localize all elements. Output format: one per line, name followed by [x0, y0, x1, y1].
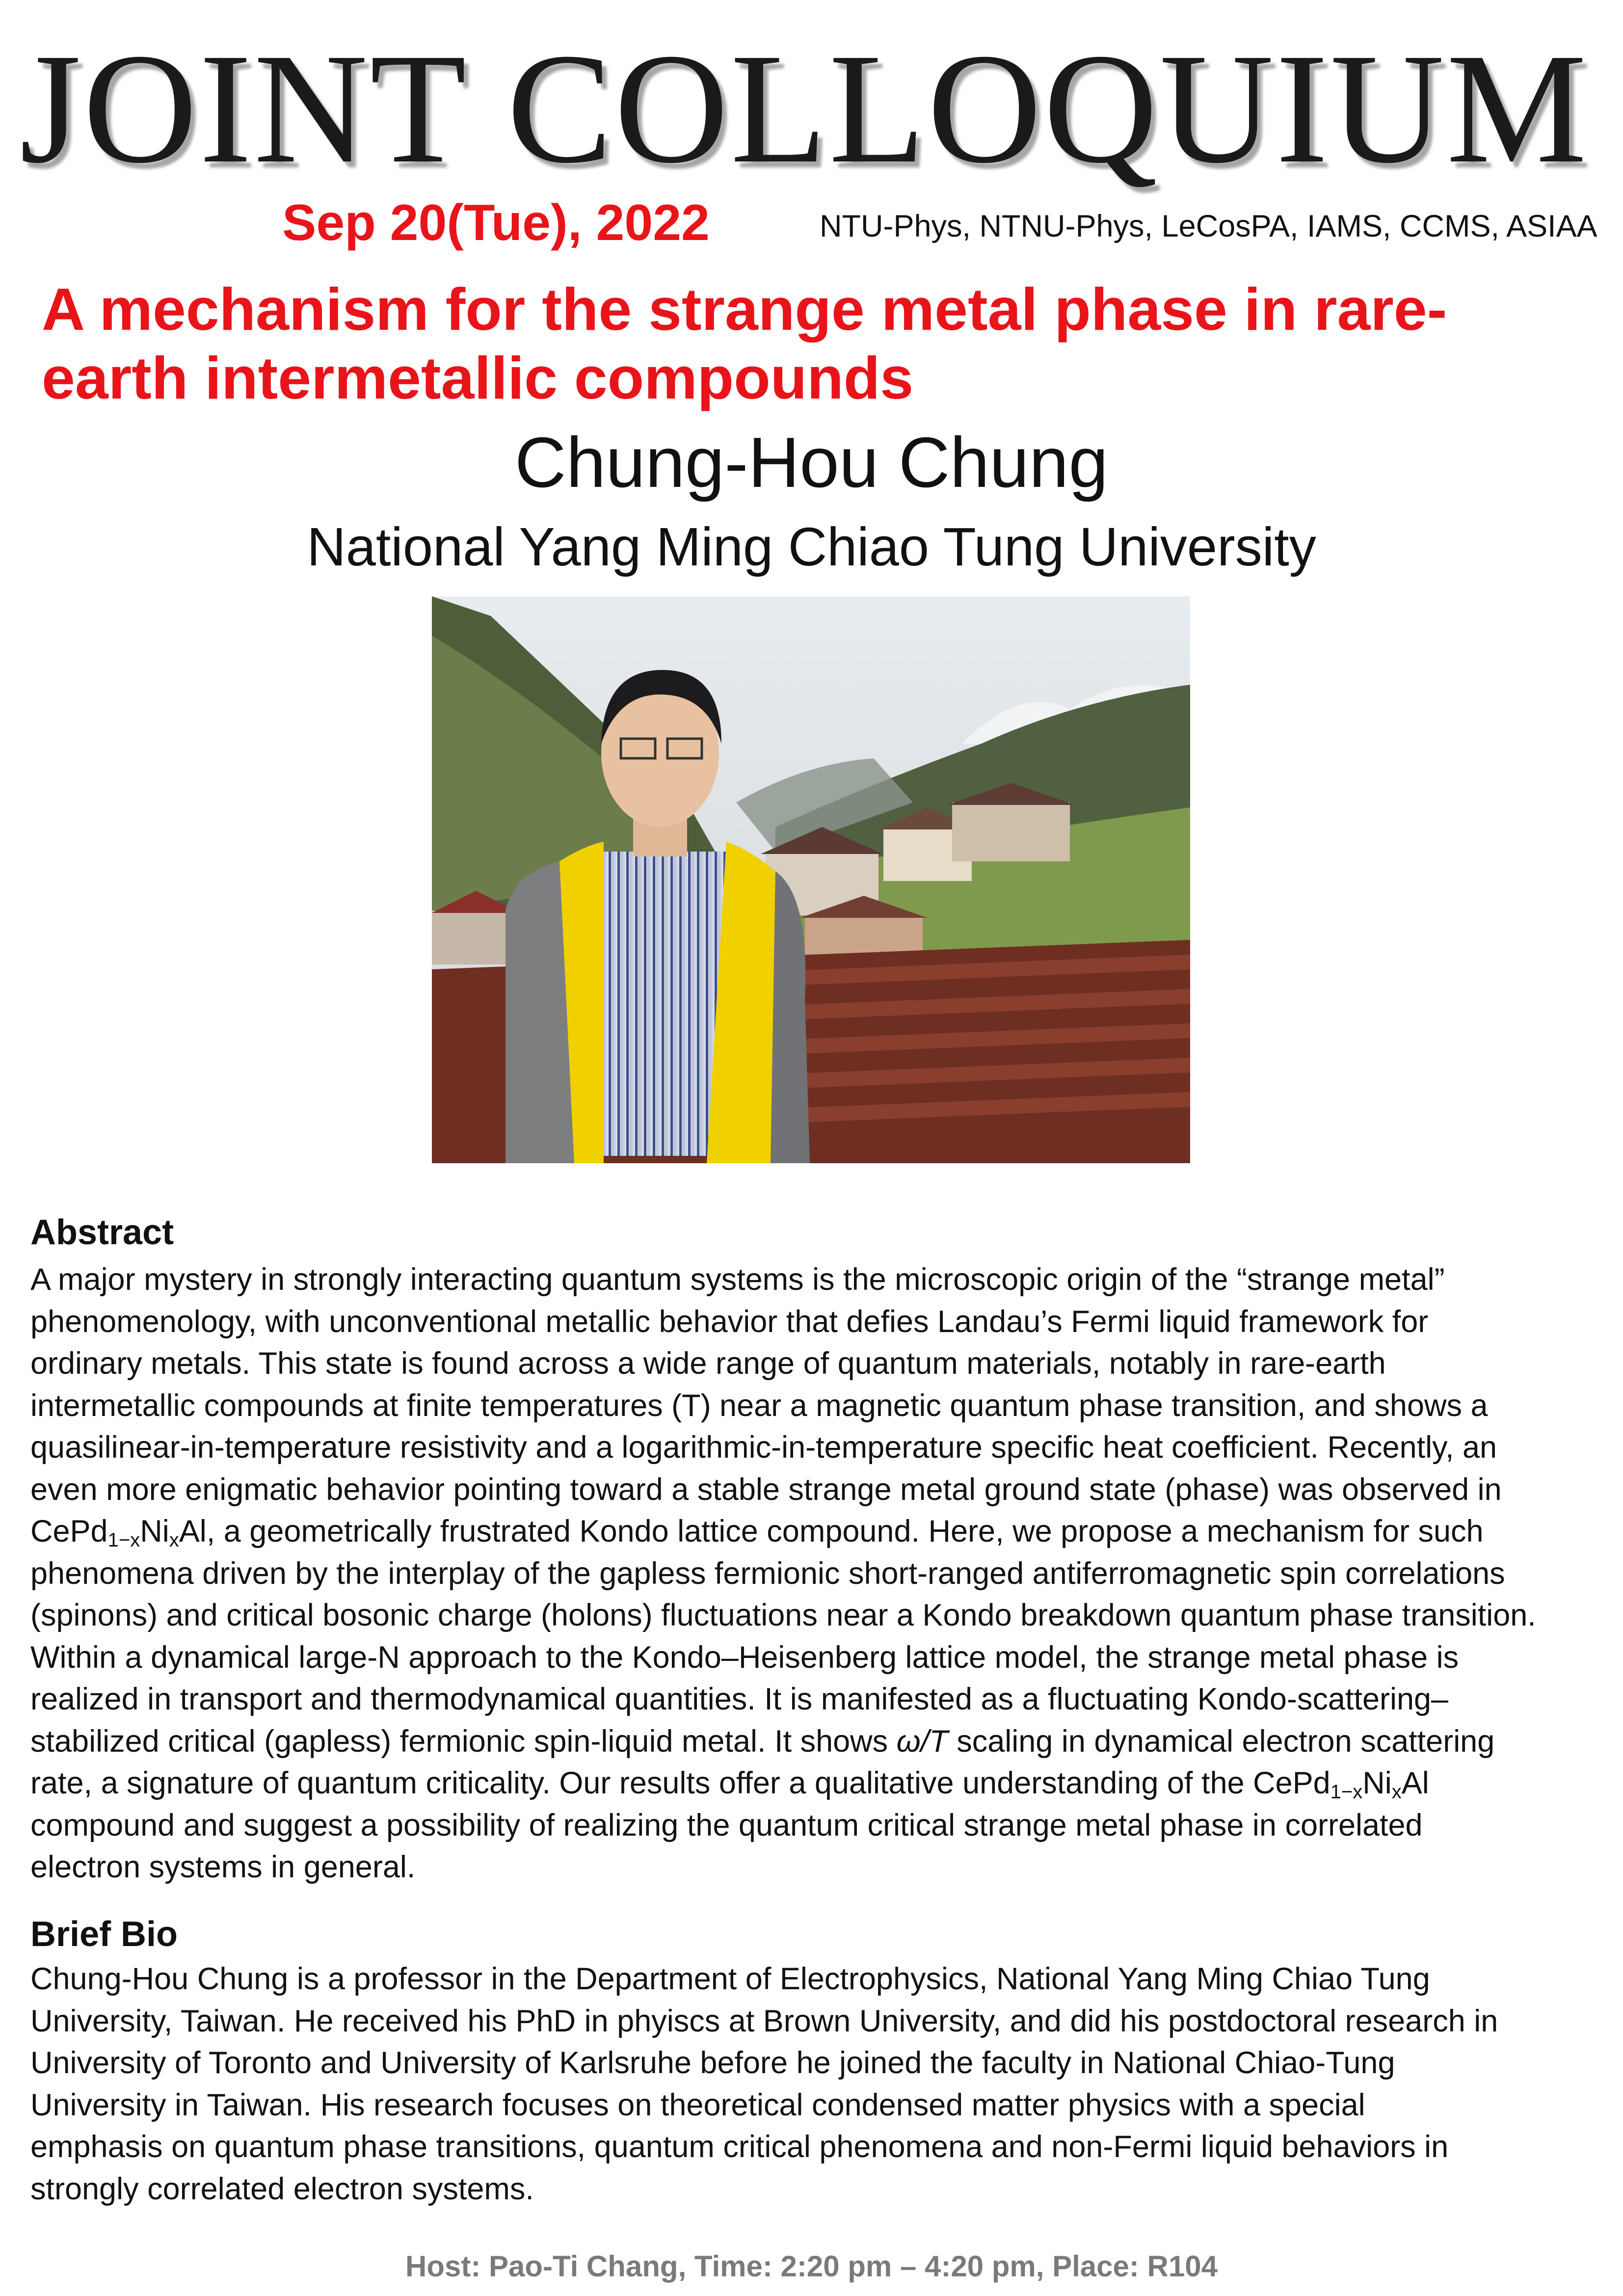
formula-part: CePd [1253, 1766, 1330, 1800]
chemical-formula [1253, 1766, 1429, 1803]
speaker-name: Chung-Hou Chung [514, 423, 1109, 502]
formula-part: Al [179, 1514, 207, 1548]
abstract-line: (spinons) and critical bosonic charge (holons) fluctuations near a Kondo breakdown quantum phase transition. [30, 1598, 1536, 1632]
abstract-heading: Abstract [30, 1213, 174, 1252]
abstract-line: ordinary metals. This state is found across a wide range of quantum materials, notably in rare-earth [30, 1346, 1386, 1381]
abstract-line [30, 1511, 1608, 1553]
bio-line: University of Toronto and University of Karlsruhe before he joined the faculty in National Chiao-Tung [30, 2046, 1395, 2080]
host-info: Host: Pao-Ti Chang, Time: 2:20 pm – 4:20 pm, Place: R104 [405, 2250, 1218, 2283]
abstract-line: compound and suggest a possibility of realizing the quantum critical strange metal phase in correlated [30, 1808, 1423, 1842]
abstract-line [30, 1762, 1608, 1805]
formula-subscript: x [1391, 1781, 1402, 1803]
abstract-body [30, 1259, 1608, 1889]
bio-heading: Brief Bio [30, 1915, 178, 1954]
bio-line: Chung-Hou Chung is a professor in the Department of Electrophysics, National Yang Ming Chiao Tung [30, 1962, 1430, 1996]
abstract-line: even more enigmatic behavior pointing toward a stable strange metal ground state (phase) was observed in [30, 1472, 1502, 1507]
organizers: NTU-Phys, NTNU-Phys, LeCosPA, IAMS, CCMS, ASIAA [820, 209, 1597, 243]
bio-line: strongly correlated electron systems. [30, 2171, 534, 2206]
abstract-line [30, 1721, 1608, 1763]
abstract-text-segment: scaling in dynamical electron scattering [948, 1724, 1495, 1759]
abstract-line: intermetallic compounds at finite temperatures (T) near a magnetic quantum phase transition, and shows a [30, 1388, 1488, 1423]
formula-subscript: 1−x [1330, 1781, 1363, 1803]
bio-body [30, 1958, 1608, 2210]
event-date: Sep 20(Tue), 2022 [282, 194, 710, 251]
chemical-formula [30, 1514, 207, 1551]
abstract-line: phenomena driven by the interplay of the gapless fermionic short-ranged antiferromagnetic spin correlations [30, 1556, 1505, 1591]
formula-part: Al [1401, 1766, 1429, 1800]
speaker-photo [432, 596, 1190, 1163]
formula-part: Ni [140, 1514, 169, 1548]
abstract-line: phenomenology, with unconventional metallic behavior that defies Landau’s Fermi liquid framework for [30, 1304, 1429, 1339]
abstract-line: Within a dynamical large-N approach to the Kondo–Heisenberg lattice model, the strange metal phase is [30, 1640, 1459, 1675]
talk-title-line: A mechanism for the strange metal phase in rare- [42, 276, 1447, 343]
talk-title-line: earth intermetallic compounds [42, 345, 914, 411]
bio-line: University in Taiwan. His research focuses on theoretical condensed matter physics with a special [30, 2087, 1365, 2122]
abstract-line: A major mystery in strongly interacting quantum systems is the microscopic origin of the “strange metal” [30, 1262, 1445, 1297]
abstract-line: quasilinear-in-temperature resistivity and a logarithmic-in-temperature specific heat coefficient. Recently, an [30, 1430, 1497, 1465]
formula-subscript: x [169, 1529, 179, 1551]
omega-over-t: ω/T [896, 1724, 948, 1759]
bio-line: emphasis on quantum phase transitions, quantum critical phenomena and non-Fermi liquid behaviors in [30, 2130, 1449, 2164]
formula-part: CePd [30, 1514, 108, 1548]
talk-title [42, 275, 1588, 412]
abstract-line: realized in transport and thermodynamical quantities. It is manifested as a fluctuating Kondo-scattering– [30, 1682, 1449, 1716]
abstract-text-segment: rate, a signature of quantum criticality. Our results offer a qualitative understanding of the [30, 1766, 1253, 1800]
poster-title: JOINT COLLOQUIUM [20, 21, 1589, 196]
speaker-affiliation: National Yang Ming Chiao Tung University [307, 517, 1316, 577]
abstract-text-segment: , a geometrically frustrated Kondo lattice compound. Here, we propose a mechanism for such [206, 1514, 1484, 1548]
formula-part: Ni [1362, 1766, 1392, 1800]
abstract-text-segment: stabilized critical (gapless) fermionic spin-liquid metal. It shows [30, 1724, 897, 1759]
bio-line: University, Taiwan. He received his PhD in phyiscs at Brown University, and did his postdoctoral research in [30, 2003, 1498, 2038]
formula-subscript: 1−x [107, 1529, 140, 1551]
abstract-line: electron systems in general. [30, 1850, 416, 1884]
